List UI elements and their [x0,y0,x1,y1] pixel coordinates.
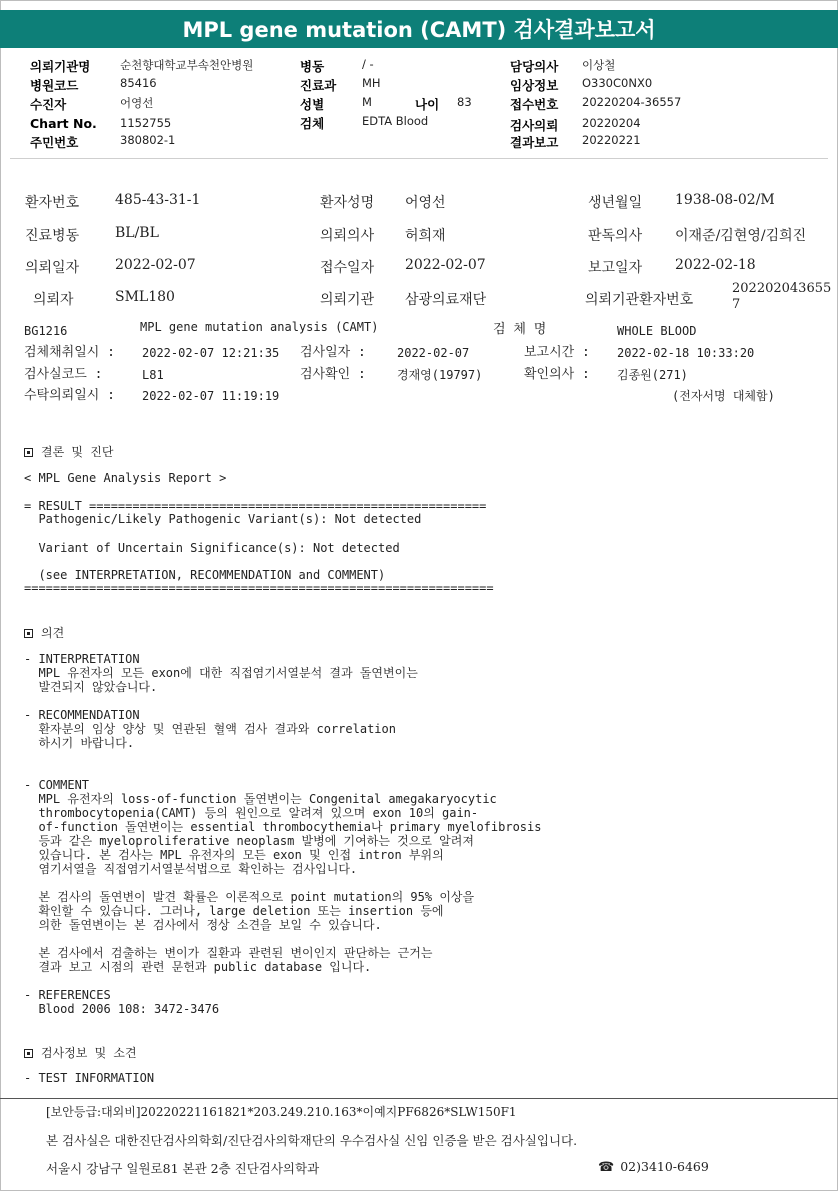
footer-divider [0,1098,838,1099]
section-bullet-icon [24,1049,33,1058]
patient-value: 2022-02-07 [405,257,486,273]
header-value: 이상철 [582,58,616,72]
section-title: 결론 및 진단 [41,445,114,459]
comment-line: 확인할 수 있습니다. 그러나, large deletion 또는 insertion 등에 [24,904,444,918]
address-line: 서울시 강남구 일원로81 본관 2층 진단검사의학과 [46,1161,320,1176]
labcode-value: L81 [142,368,164,382]
reporttime-value: 2022-02-18 10:33:20 [617,346,755,360]
comment-line: 있습니다. 본 검사는 MPL 유전자의 모든 exon 및 인접 intron 부위의 [24,848,444,862]
phone-icon: ☎ [598,1160,615,1175]
patient-label: 의뢰일자 [25,260,80,276]
specimen-label: 검 체 명 [493,322,547,337]
header-label: 결과보고 [510,135,559,150]
patient-label: 보고일자 [588,260,643,276]
collect-value: 2022-02-07 12:21:35 [142,346,280,360]
header-value: 380802-1 [120,133,176,147]
header-label: 검체 [300,116,325,131]
interpretation-line: 발견되지 않았습니다. [24,680,158,694]
comment-line: 등과 같은 myeloproliferative neoplasm 발병에 기여하는 것으로 알려져 [24,834,474,848]
patient-label: 접수일자 [320,260,375,276]
header-label: Chart No. [30,116,97,131]
section-bullet-icon [24,448,33,457]
patient-value: 485-43-31-1 [115,192,201,208]
header-value: 1152755 [120,116,172,130]
phone-number: 02)3410-6469 [620,1159,709,1174]
header-label: 주민번호 [30,135,79,150]
esign-note: (전자서명 대체함) [672,389,775,403]
patient-value: 2022-02-07 [115,257,196,273]
section-title: 검사정보 및 소견 [41,1046,137,1060]
header-value: 어영선 [120,96,154,110]
certified-line: 본 검사실은 대한진단검사의학회/진단검사의학재단의 우수검사실 신임 인증을 받은 검사실입니다. [46,1133,578,1148]
recommendation-line: 환자분의 임상 양상 및 연관된 혈액 검사 결과와 correlation [24,722,396,736]
references-line: Blood 2006 108: 3472-3476 [24,1002,220,1016]
header-value: EDTA Blood [362,114,429,128]
patient-value: 7 [732,297,741,312]
result-line: = RESULT ======================================================= [24,499,487,513]
consign-label: 수탁의뢰일시 : [24,388,116,403]
patient-label: 의뢰기관환자번호 [585,292,694,308]
header-value: M [362,95,372,109]
patient-label: 의뢰의사 [320,228,375,244]
test-name: MPL gene mutation analysis (CAMT) [140,320,379,334]
header-value: 20220204-36557 [582,95,682,109]
patient-label: 생년월일 [588,195,643,211]
header-label: 병원코드 [30,78,79,93]
specimen-value: WHOLE BLOOD [617,324,697,338]
consign-value: 2022-02-07 11:19:19 [142,389,280,403]
comment-line: 염기서열을 직접염기서열분석법으로 확인하는 검사입니다. [24,862,358,876]
section-testinfo [24,1044,137,1061]
end-line: ================================================================= [24,581,494,595]
patient-label: 판독의사 [588,228,643,244]
patient-value: BL/BL [115,225,159,241]
interpretation-line: MPL 유전자의 모든 exon에 대한 직접염기서열분석 결과 돌연변이는 [24,666,418,680]
pathogenic-result: Pathogenic/Likely Pathogenic Variant(s): Not detected [24,512,422,526]
patient-value: 2022-02-18 [675,257,756,273]
header-label: 진료과 [300,78,337,93]
section-title: 의견 [41,626,65,640]
patient-value: 202202043655 [732,281,832,296]
test-code: BG1216 [24,324,68,338]
header-label: 수진자 [30,97,67,112]
doctor-value: 김종원(271) [617,368,688,382]
comment-line: thrombocytopenia(CAMT) 등의 원인으로 알려져 있으며 exon 10의 gain- [24,806,479,820]
header-label: 의뢰기관명 [30,59,91,74]
patient-value: 어영선 [405,195,446,211]
recommendation-line: 하시기 바랍니다. [24,736,135,750]
comment-line: 결과 보고 시점의 관련 문헌과 public database 입니다. [24,960,372,974]
header-label: 병동 [300,59,325,74]
header-divider [10,158,828,159]
section-conclusion [24,443,113,460]
report-title: MPL gene mutation (CAMT) 검사결과보고서 [0,10,838,48]
patient-value: 1938-08-02/M [675,192,775,208]
report-heading: < MPL Gene Analysis Report > [24,471,227,485]
patient-label: 환자번호 [25,195,80,211]
header-value: 20220221 [582,133,641,147]
header-value: MH [362,76,381,90]
section-bullet-icon [24,629,33,638]
header-value: 순천향대학교부속천안병원 [120,58,254,72]
comment-line: - COMMENT [24,778,90,792]
header-label: 성별 [300,97,325,112]
section-opinion [24,624,64,641]
patient-value: 이재준/김현영/김희진 [675,228,807,244]
phone-line [598,1159,709,1175]
patient-value: SML180 [115,289,175,305]
confirm-value: 경재영(19797) [397,368,483,382]
security-line: [보안등급:대외비]20220221161821*203.249.210.163*이예지PF6826*SLW150F1 [46,1105,517,1119]
testdate-label: 검사일자 : [300,345,366,360]
test-information-line: - TEST INFORMATION [24,1071,155,1085]
header-value: / - [362,57,374,71]
header-value: O330C0NX0 [582,76,653,90]
comment-line: 본 검사에서 검출하는 변이가 질환과 관련된 변이인지 판단하는 근거는 [24,946,433,960]
testdate-value: 2022-02-07 [397,346,470,360]
interpretation-line: - INTERPRETATION [24,652,140,666]
header-label: 임상정보 [510,78,559,93]
recommendation-line: - RECOMMENDATION [24,708,140,722]
header-label: 담당의사 [510,59,559,74]
comment-line: of-function 돌연변이는 essential thrombocythemia나 primary myelofibrosis [24,820,542,834]
patient-label: 환자성명 [320,195,375,211]
patient-label: 의뢰기관 [320,292,375,308]
age-value: 83 [457,95,472,109]
comment-line: MPL 유전자의 loss-of-function 돌연변이는 Congenital amegakaryocytic [24,792,497,806]
see-note: (see INTERPRETATION, RECOMMENDATION and COMMENT) [24,568,386,582]
comment-line: 의한 돌연변이는 본 검사에서 정상 소견을 보일 수 있습니다. [24,918,382,932]
header-value: 20220204 [582,116,641,130]
header-label: 검사의뢰 [510,118,559,133]
collect-label: 검체채취일시 : [24,345,116,360]
header-value: 85416 [120,76,157,90]
reporttime-label: 보고시간 : [524,345,590,360]
patient-value: 허희재 [405,228,446,244]
vus-result: Variant of Uncertain Significance(s): Not detected [24,541,400,555]
age-label: 나이 [415,97,440,112]
patient-value: 삼광의료재단 [405,292,487,308]
confirm-label: 검사확인 : [300,367,366,382]
doctor-label: 확인의사 : [524,367,590,382]
references-line: - REFERENCES [24,988,111,1002]
labcode-label: 검사실코드 : [24,367,103,382]
header-label: 접수번호 [510,97,559,112]
patient-label: 진료병동 [25,228,80,244]
comment-line: 본 검사의 돌연변이 발견 확률은 이론적으로 point mutation의 95% 이상을 [24,890,475,904]
patient-label: 의뢰자 [33,292,74,308]
